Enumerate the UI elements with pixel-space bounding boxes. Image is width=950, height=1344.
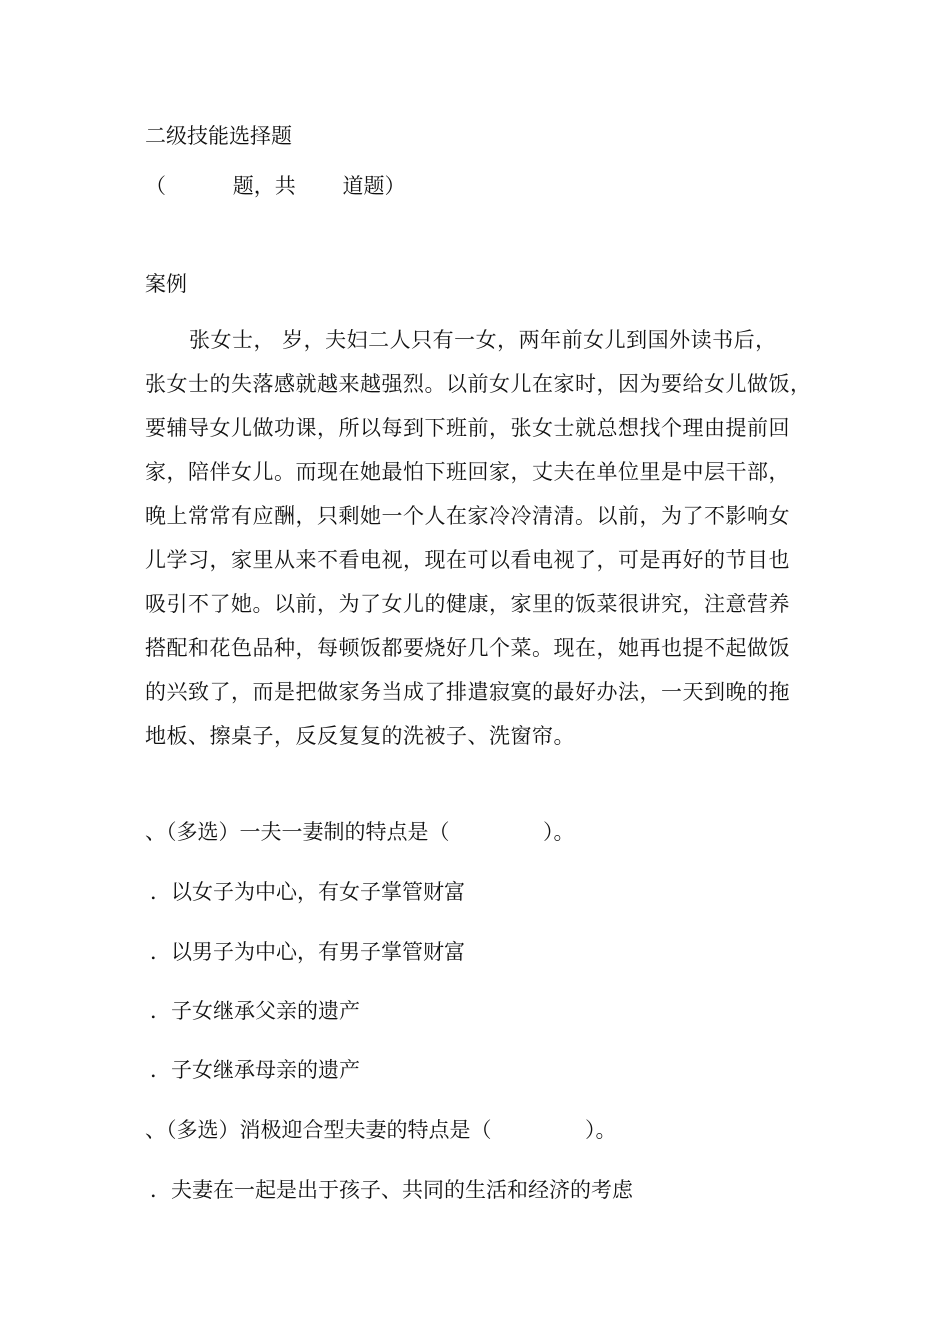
question-2-option: ．夫妻在一起是出于孩子、共同的生活和经济的考虑 <box>150 1178 633 1202</box>
section-title: 二级技能选择题 <box>145 124 292 148</box>
question-stem-2: 、（多选）消极迎合型夫妻的特点是（ ）。 <box>145 1118 617 1142</box>
case-line: 的兴致了，而是把做家务当成了排遣寂寞的最好办法，一天到晚的拖 <box>145 680 790 704</box>
question-1-option: ．子女继承母亲的遗产 <box>150 1058 360 1082</box>
case-line: 地板、擦桌子，反反复复的洗被子、洗窗帘。 <box>145 724 575 748</box>
case-line: 张女士的失落感就越来越强烈。以前女儿在家时，因为要给女儿做饭， <box>145 372 812 396</box>
case-line: 搭配和花色品种，每顿饭都要烧好几个菜。现在，她再也提不起做饭 <box>145 636 790 660</box>
case-line: 要辅导女儿做功课，所以每到下班前，张女士就总想找个理由提前回 <box>145 416 790 440</box>
case-line: 家，陪伴女儿。而现在她最怕下班回家，丈夫在单位里是中层干部， <box>145 460 790 484</box>
question-stem-1: 、（多选）一夫一妻制的特点是（ ）。 <box>145 820 575 844</box>
case-line: 吸引不了她。以前，为了女儿的健康，家里的饭菜很讲究，注意营养 <box>145 592 790 616</box>
case-line: 张女士， 岁，夫妇二人只有一女，两年前女儿到国外读书后， <box>189 328 777 352</box>
case-label: 案例 <box>145 272 187 296</box>
question-1-option: ．子女继承父亲的遗产 <box>150 999 360 1023</box>
question-1-option: ．以男子为中心，有男子掌管财富 <box>150 940 465 964</box>
case-paragraph <box>145 318 810 758</box>
question-meta: （ 题，共 道题） <box>145 174 406 198</box>
case-line: 儿学习，家里从来不看电视，现在可以看电视了，可是再好的节目也 <box>145 548 790 572</box>
case-line: 晚上常常有应酬，只剩她一个人在家冷冷清清。以前，为了不影响女 <box>145 504 790 528</box>
question-1-option: ．以女子为中心，有女子掌管财富 <box>150 880 465 904</box>
